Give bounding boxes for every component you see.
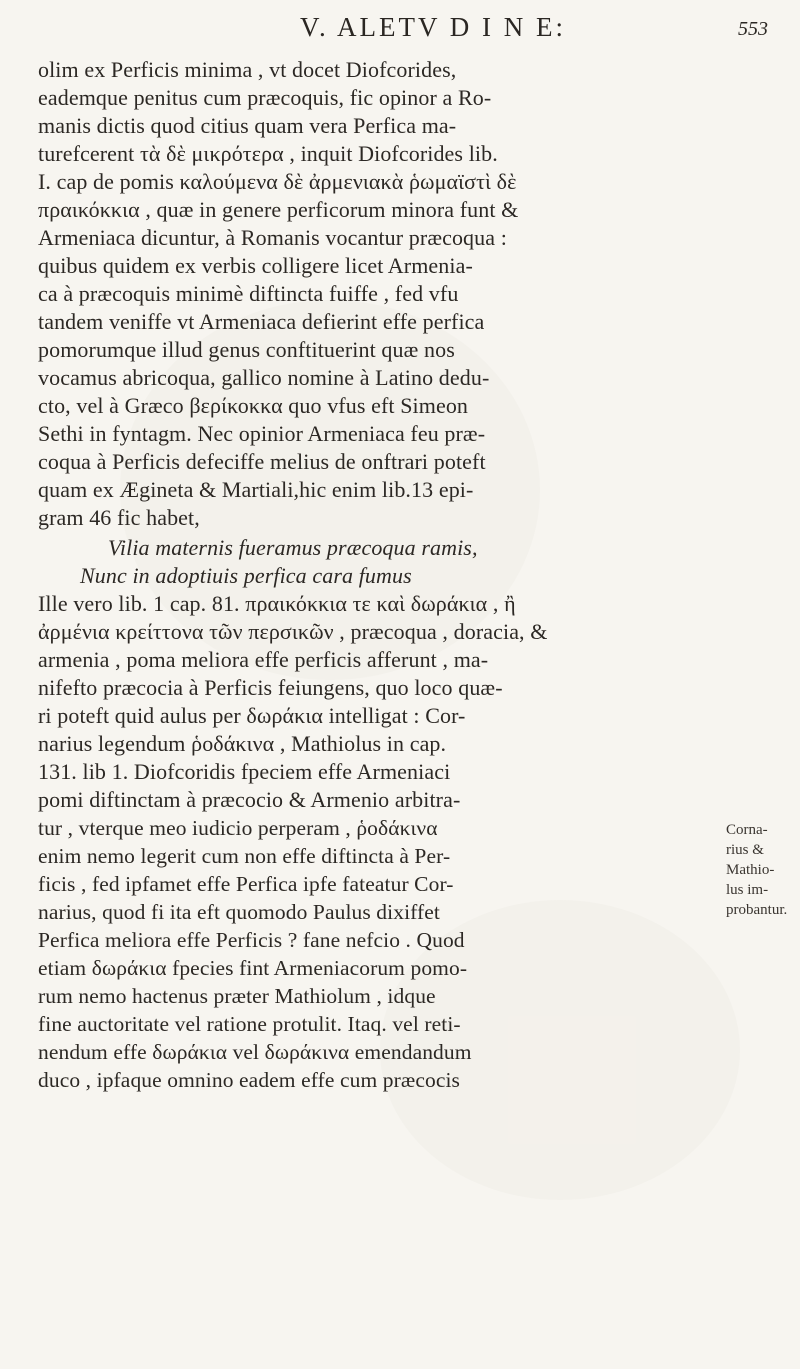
text-line: fine auctoritate vel ratione protulit. Itaq. vel reti- [38,1012,461,1036]
margin-note-line: Mathio- [726,862,775,878]
text-line: pomorumque illud genus conftituerint quæ nos [38,337,455,362]
text-line: quibus quidem ex verbis colligere licet Armenia- [38,253,473,278]
margin-note-line: rius & [726,842,764,858]
text-line: Sethi in fyntagm. Nec opinior Armeniaca feu præ- [38,421,486,446]
text-line: nendum effe δωράκια vel δωράκινα emendandum [38,1040,472,1064]
text-line: narius, quod fi ita eft quomodo Paulus dixiffet [38,900,440,924]
page-number: 553 [738,18,768,40]
text-line: πραικόκκια , quæ in genere perficorum minora funt & [38,197,519,222]
text-line: vocamus abricoqua, gallico nomine à Latino dedu- [38,365,490,390]
text-line: rum nemo hactenus præter Mathiolum , idque [38,984,436,1008]
text-line: ἀρμένια κρείττονα τῶν περσικῶν , præcoqua , doracia, & [38,619,548,644]
margin-note [726,820,798,920]
text-line: Perfica meliora effe Perficis ? fane nefcio . Quod [38,928,465,952]
text-line: narius legendum ῥοδάκινα , Mathiolus in cap. [38,731,447,756]
text-line: pomi diftinctam à præcocio & Armenio arbitra- [38,787,461,812]
text-line: eademque penitus cum præcoquis, fic opinor a Ro- [38,85,492,110]
margin-note-line: Corna- [726,822,768,838]
text-line: 131. lib 1. Diofcoridis fpeciem effe Armeniaci [38,759,451,784]
text-line: turefcerent τὰ δὲ μικρότερα , inquit Diofcorides lib. [38,141,498,166]
text-line: coqua à Perficis defeciffe melius de onftrari poteft [38,449,486,474]
text-line: ficis , fed ipfamet effe Perfica ipfe fateatur Cor- [38,872,454,896]
text-line: armenia , poma meliora effe perficis afferunt , ma- [38,647,489,672]
text-line: cto, vel à Græco βερίκοκκα quo vfus eft Simeon [38,393,469,418]
verse-line: Nunc in adoptiuis perfica cara fumus [80,563,412,588]
text-line: tur , vterque meo iudicio perperam , ῥοδάκινα [38,816,438,840]
text-line: enim nemo legerit cum non effe diftincta à Per- [38,844,451,868]
text-line: quam ex Ægineta & Martiali,hic enim lib.13 epi- [38,477,474,502]
text-line: olim ex Perficis minima , vt docet Diofcorides, [38,57,457,82]
text-line: tandem veniffe vt Armeniaca defierint effe perfica [38,309,485,334]
text-line: ca à præcoquis minimè diftincta fuiffe , fed vfu [38,281,459,306]
running-title: V. ALETV D I N E: [300,12,566,42]
text-line: I. cap de pomis καλούμενα δὲ ἀρμενιακὰ ῥωμαϊστὶ δὲ [38,169,517,194]
text-line: etiam δωράκια fpecies fint Armeniacorum pomo- [38,956,468,980]
text-line: manis dictis quod citius quam vera Perfica ma- [38,113,457,138]
text-line: Armeniaca dicuntur, à Romanis vocantur præcoqua : [38,225,507,250]
text-line: Ille vero lib. 1 cap. 81. πραικόκκια τε καὶ δωράκια , ἢ [38,591,516,616]
running-head [0,12,800,52]
text-line: nifefto præcocia à Perficis feiungens, quo loco quæ- [38,675,503,700]
verse-line: Vilia maternis fueramus præcoqua ramis, [108,535,478,560]
margin-note-line: lus im- [726,882,769,898]
margin-note-line: probantur. [726,902,788,918]
text-line: duco , ipfaque omnino eadem effe cum præcocis [38,1068,461,1092]
text-line: gram 46 fic habet, [38,505,200,530]
text-line: ri poteft quid aulus per δωράκια intelligat : Cor- [38,703,466,728]
